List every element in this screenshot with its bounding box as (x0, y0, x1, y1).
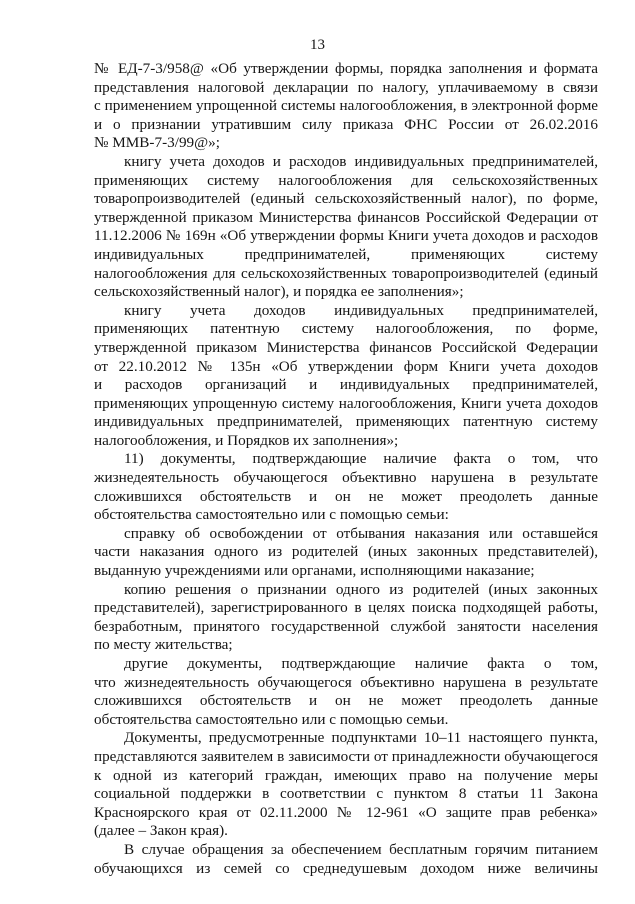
text-line: сложившихся обстоятельств и он не может преодолеть данные (94, 692, 598, 710)
text-line: от 22.10.2012 № 135н «Об утверждении форм Книги учета доходов (94, 357, 598, 375)
text-line: налогообложения для сельскохозяйственных товаропроизводителей (единый (94, 264, 598, 282)
text-line: сельскохозяйственный налог), и порядка ее заполнения»; (94, 283, 464, 301)
text-line: книгу учета доходов индивидуальных предпринимателей, (124, 301, 598, 319)
document-body (94, 60, 598, 878)
text-line: копию решения о признании одного из родителей (иных законных (124, 580, 598, 598)
text-line: сложившихся обстоятельств и он не может преодолеть данные (94, 487, 598, 505)
text-line: другие документы, подтверждающие наличие факта о том, (124, 655, 598, 672)
text-line: № ММВ-7-3/99@»; (94, 134, 220, 152)
text-line: безработным, принятого государственной службой занятости населения (94, 617, 598, 635)
text-line: и расходов организаций и индивидуальных предпринимателей, (94, 376, 598, 394)
text-line: Документы, предусмотренные подпунктами 10–11 настоящего пункта, (124, 729, 598, 747)
text-line: В случае обращения за обеспечением бесплатным горячим питанием (124, 840, 598, 858)
text-line: представляются заявителем в зависимости от принадлежности обучающегося (94, 747, 598, 765)
text-line: утвержденной приказом Министерства финансов Российской Федерации (94, 338, 598, 356)
text-line: обстоятельства самостоятельно или с помощью семьи: (94, 506, 449, 524)
text-line: и о признании утратившим силу приказа ФНС России от 26.02.2016 (94, 115, 598, 133)
text-line: к одной из категорий граждан, имеющих право на получение меры (94, 766, 598, 784)
text-line: применяющих упрощенную систему налогообложения, Книги учета доходов (94, 394, 598, 412)
text-line: индивидуальных предпринимателей, применяющих патентную систему (94, 413, 598, 431)
text-line: применяющих патентную систему налогообложения, по форме, (94, 320, 598, 338)
text-line: 11.12.2006 № 169н «Об утверждении формы Книги учета доходов и расходов (94, 227, 598, 245)
text-line: обучающихся из семей со среднедушевым доходом ниже величины (94, 859, 598, 877)
text-line: по месту жительства; (94, 636, 233, 654)
text-line: № ЕД-7-3/958@ «Об утверждении формы, порядка заполнения и формата (94, 60, 598, 77)
text-line: применяющих систему налогообложения для сельскохозяйственных (94, 171, 598, 189)
text-line: представителей), зарегистрированного в целях поиска подходящей работы, (94, 599, 598, 617)
text-line: представления налоговой декларации по налогу, уплачиваемому в связи (94, 78, 598, 96)
text-line: товаропроизводителей (единый сельскохозяйственный налог), по форме, (94, 190, 598, 208)
text-line: справку об освобождении от отбывания наказания или оставшейся (124, 524, 598, 542)
text-line: что жизнедеятельность обучающегося объективно нарушена в результате (94, 673, 598, 691)
text-line: индивидуальных предпринимателей, применяющих систему (94, 245, 598, 263)
text-line: части наказания одного из родителей (иных законных представителей), (94, 543, 598, 561)
text-line: обстоятельства самостоятельно или с помощью семьи. (94, 710, 449, 728)
text-line: утвержденной приказом Министерства финансов Российской Федерации от (94, 208, 598, 226)
text-line: Красноярского края от 02.11.2000 № 12-961 «О защите прав ребенка» (94, 803, 598, 821)
text-line: 11) документы, подтверждающие наличие факта о том, что (124, 450, 598, 468)
page-number: 13 (310, 37, 325, 53)
text-line: социальной поддержки в соответствии с пунктом 8 статьи 11 Закона (94, 785, 598, 803)
text-line: с применением упрощенной системы налогообложения, в электронной форме (94, 97, 598, 115)
text-line: (далее – Закон края). (94, 822, 228, 840)
text-line: жизнедеятельность обучающегося объективно нарушена в результате (94, 469, 598, 487)
text-line: книгу учета доходов и расходов индивидуальных предпринимателей, (124, 152, 598, 170)
text-line: налогообложения, и Порядков их заполнения»; (94, 431, 399, 449)
text-line: выданную учреждениями или органами, исполняющими наказание; (94, 562, 535, 580)
